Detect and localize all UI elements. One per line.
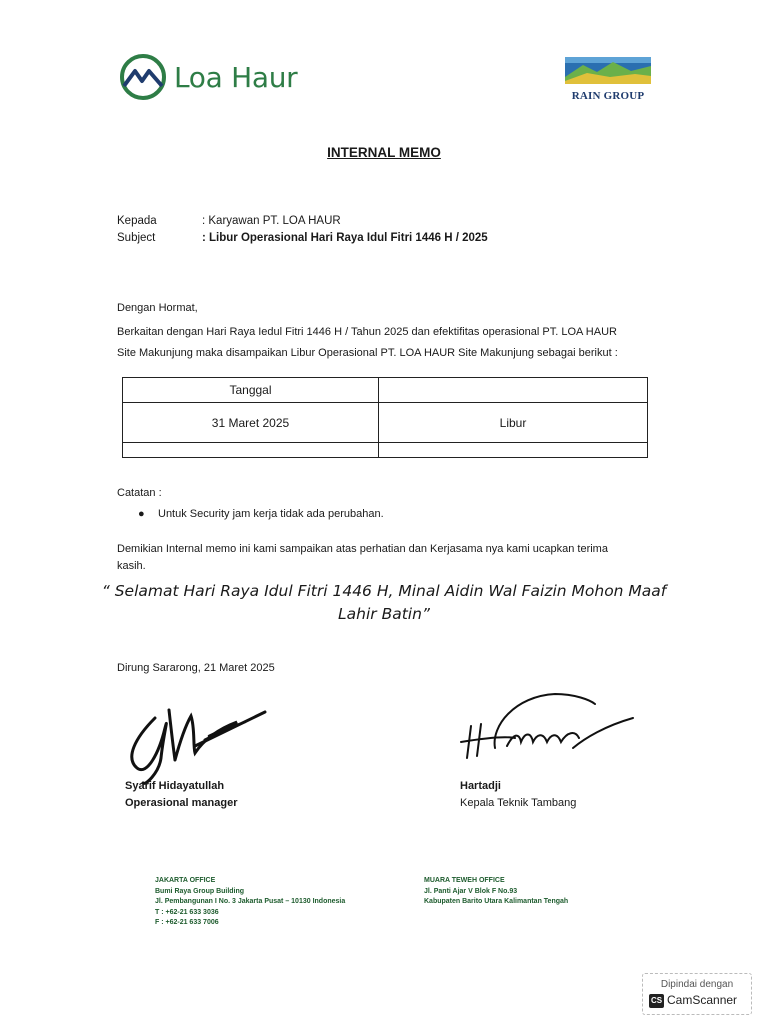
closing-line-2: kasih. — [117, 560, 146, 572]
table-header-cell: Tanggal — [123, 378, 379, 403]
signatory-right — [460, 778, 576, 812]
jakarta-office-line: T : +62-21 633 3036 — [155, 908, 219, 916]
rain-group-logo — [563, 57, 653, 102]
signatory-right-name: Hartadji — [460, 780, 501, 792]
jakarta-office-line: F : +62-21 633 7006 — [155, 919, 219, 926]
muara-office-line: Kabupaten Barito Utara Kalimantan Tengah — [424, 898, 569, 905]
signatory-left — [125, 778, 238, 812]
table-row — [123, 443, 648, 458]
memo-title: INTERNAL MEMO — [327, 145, 441, 160]
subject-label: Subject — [117, 232, 156, 244]
table-cell-date: 31 Maret 2025 — [123, 403, 379, 443]
signature-left — [125, 698, 275, 788]
holiday-table — [122, 377, 648, 458]
rain-group-landscape-icon — [565, 57, 651, 84]
closing-line-1: Demikian Internal memo ini kami sampaikan atas perhatian dan Kerjasama nya kami ucapkan terima — [117, 543, 608, 555]
eid-greeting-quote — [0, 580, 768, 626]
table-cell-status: Libur — [379, 403, 648, 443]
subject-value: : Libur Operasional Hari Raya Idul Fitri 1446 H / 2025 — [202, 232, 488, 244]
signatory-left-title: Operasional manager — [125, 797, 238, 809]
camscanner-watermark — [642, 973, 752, 1015]
kepada-label: Kepada — [117, 215, 157, 227]
table-header-row — [123, 378, 648, 403]
jakarta-office-heading: JAKARTA OFFICE — [155, 877, 216, 884]
camscanner-caption: Dipindai dengan — [660, 979, 734, 990]
jakarta-office-line: Jl. Pembangunan I No. 3 Jakarta Pusat – 10130 Indonesia — [155, 898, 346, 905]
jakarta-office-line: Bumi Raya Group Building — [155, 887, 245, 895]
loa-haur-mountain-icon — [118, 52, 168, 102]
camscanner-brand: CamScanner — [667, 993, 738, 1007]
muara-office-line: Jl. Panti Ajar V Blok F No.93 — [424, 887, 518, 895]
loa-haur-logo-text: Loa Haur — [174, 60, 298, 94]
table-cell — [379, 443, 648, 458]
camscanner-icon: CS — [649, 994, 664, 1008]
quote-line-1: “ Selamat Hari Raya Idul Fitri 1446 H, Minal Aidin Wal Faizin Mohon Maaf — [101, 582, 667, 600]
rain-group-logo-text: RAIN GROUP — [571, 90, 645, 102]
table-header-cell — [379, 378, 648, 403]
notes-item-text: Untuk Security jam kerja tidak ada perubahan. — [158, 508, 384, 520]
signature-right — [455, 686, 635, 766]
quote-line-2: Lahir Batin” — [338, 605, 430, 623]
kepada-value: : Karyawan PT. LOA HAUR — [202, 215, 341, 227]
bullet-icon: ● — [138, 508, 145, 520]
signatory-right-title: Kepala Teknik Tambang — [460, 797, 577, 809]
notes-list-item — [138, 508, 384, 520]
subject-row — [117, 230, 488, 247]
place-date: Dirung Sararong, 21 Maret 2025 — [117, 662, 275, 674]
table-cell — [123, 443, 379, 458]
table-row — [123, 403, 648, 443]
signatory-left-name: Syarif Hidayatullah — [125, 780, 225, 792]
memo-fields — [117, 213, 488, 247]
kepada-row — [117, 213, 488, 230]
greeting: Dengan Hormat, — [117, 302, 198, 314]
muara-office-heading: MUARA TEWEH OFFICE — [424, 877, 505, 884]
notes-label: Catatan : — [117, 487, 162, 499]
paragraph-line-1: Berkaitan dengan Hari Raya Iedul Fitri 1446 H / Tahun 2025 dan efektifitas operasional PT. LOA HAUR — [117, 326, 617, 338]
loa-haur-logo — [118, 52, 297, 102]
muara-teweh-office — [424, 876, 568, 908]
jakarta-office — [155, 876, 345, 929]
paragraph-line-2: Site Makunjung maka disampaikan Libur Operasional PT. LOA HAUR Site Makunjung sebagai berikut : — [117, 347, 618, 359]
